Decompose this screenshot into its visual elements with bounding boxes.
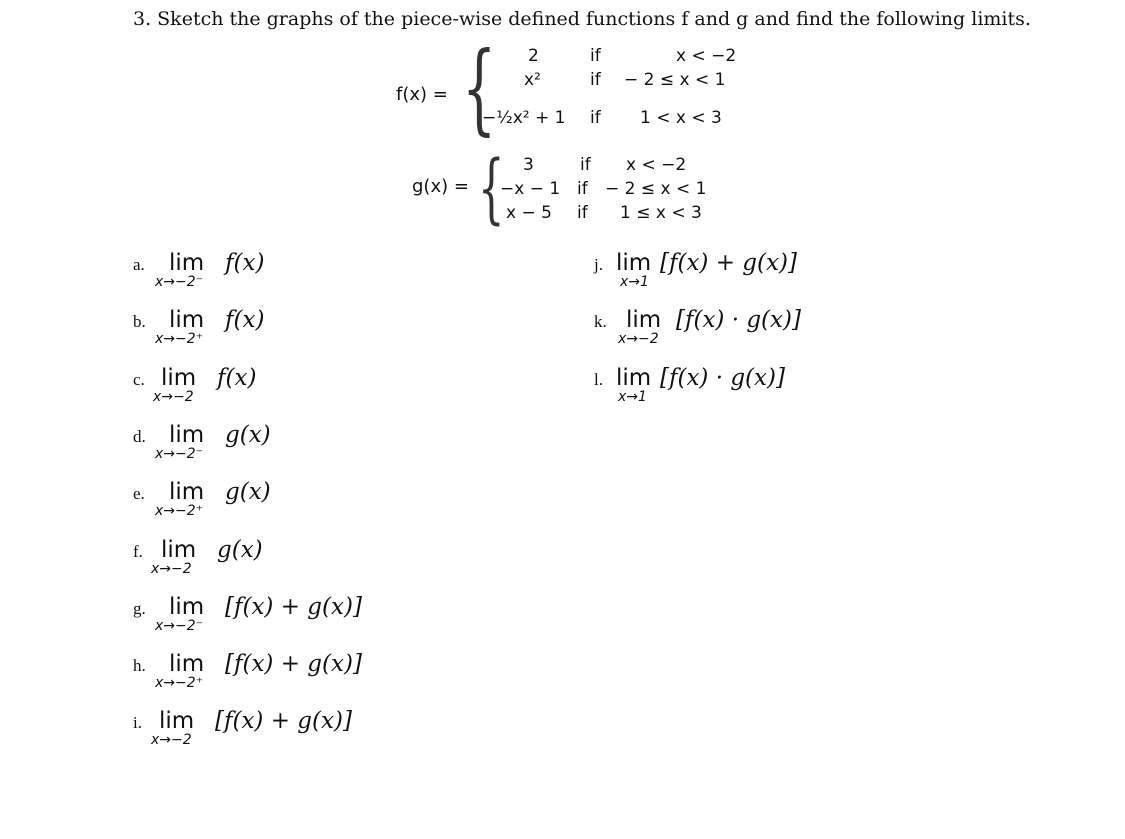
lim-operator: lim [169,250,205,276]
limit-letter: h. [133,656,146,675]
limit-expression: [f(x) + g(x)] [225,594,362,620]
f-piece-2-expr: x² [524,70,541,90]
limit-letter: c. [133,370,145,389]
g-piece-2-cond: − 2 ≤ x < 1 [605,179,707,199]
limit-letter: j. [594,255,603,274]
g-piece-1-cond: x < −2 [626,155,687,175]
limit-expression: [f(x) + g(x)] [215,708,352,734]
g-piece-3-cond: 1 ≤ x < 3 [620,203,702,223]
limit-expression: [f(x) + g(x)] [225,651,362,677]
limit-subscript: x→−2⁺ [155,331,204,347]
f-piece-1-if: if [590,46,601,66]
limit-subscript: x→−2 [151,561,192,577]
lim-operator: lim [169,479,205,505]
limit-letter: a. [133,255,145,274]
limit-letter: f. [133,542,143,561]
lim-operator: lim [169,422,205,448]
f-piece-1-cond: x < −2 [676,46,737,66]
limit-letter: i. [133,713,142,732]
g-piece-3-if: if [577,203,588,223]
limit-expression: [f(x) · g(x)] [660,365,785,391]
limit-subscript: x→−2⁻ [155,274,204,290]
f-piece-3-cond: 1 < x < 3 [640,108,722,128]
g-piece-1-expr: 3 [523,155,534,175]
lim-operator: lim [169,307,205,333]
limit-subscript: x→1 [618,389,647,405]
f-piece-3-if: if [590,108,601,128]
lim-operator: lim [161,537,197,563]
limit-subscript: x→1 [620,274,649,290]
f-piece-2-if: if [590,70,601,90]
limit-subscript: x→−2⁻ [155,618,204,634]
limit-subscript: x→−2⁺ [155,503,204,519]
limit-letter: e. [133,484,145,503]
f-piece-1-expr: 2 [528,46,539,66]
limit-letter: b. [133,312,146,331]
limit-expression: g(x) [225,422,271,448]
f-piece-2-cond: − 2 ≤ x < 1 [624,70,726,90]
limit-letter: g. [133,599,146,618]
limit-expression: g(x) [217,537,263,563]
g-piece-1-if: if [580,155,591,175]
lim-operator: lim [161,365,197,391]
lim-operator: lim [616,365,652,391]
limit-expression: f(x) [225,307,265,333]
limit-expression: [f(x) · g(x)] [676,307,801,333]
g-definition-label: g(x) = [412,176,469,197]
f-definition-label: f(x) = [396,84,448,105]
lim-operator: lim [616,250,652,276]
limit-expression: g(x) [225,479,271,505]
lim-operator: lim [626,307,662,333]
limit-subscript: x→−2⁺ [155,675,204,691]
limit-subscript: x→−2 [618,331,659,347]
limit-subscript: x→−2⁻ [155,446,204,462]
limit-subscript: x→−2 [153,389,194,405]
lim-operator: lim [169,651,205,677]
limit-letter: l. [594,370,603,389]
limit-subscript: x→−2 [151,732,192,748]
g-piece-2-if: if [577,179,588,199]
g-piece-3-expr: x − 5 [506,203,552,223]
limit-expression: f(x) [225,250,265,276]
limit-letter: d. [133,427,146,446]
limit-expression: f(x) [217,365,257,391]
f-piece-3-expr: −½x² + 1 [482,108,566,128]
f-brace-icon: { [462,32,497,146]
lim-operator: lim [169,594,205,620]
lim-operator: lim [159,708,195,734]
g-brace-icon: { [478,143,505,232]
limit-expression: [f(x) + g(x)] [660,250,797,276]
problem-statement: 3. Sketch the graphs of the piece-wise defined functions f and g and find the following limits. [133,8,1031,30]
g-piece-2-expr: −x − 1 [500,179,561,199]
limit-letter: k. [594,312,607,331]
